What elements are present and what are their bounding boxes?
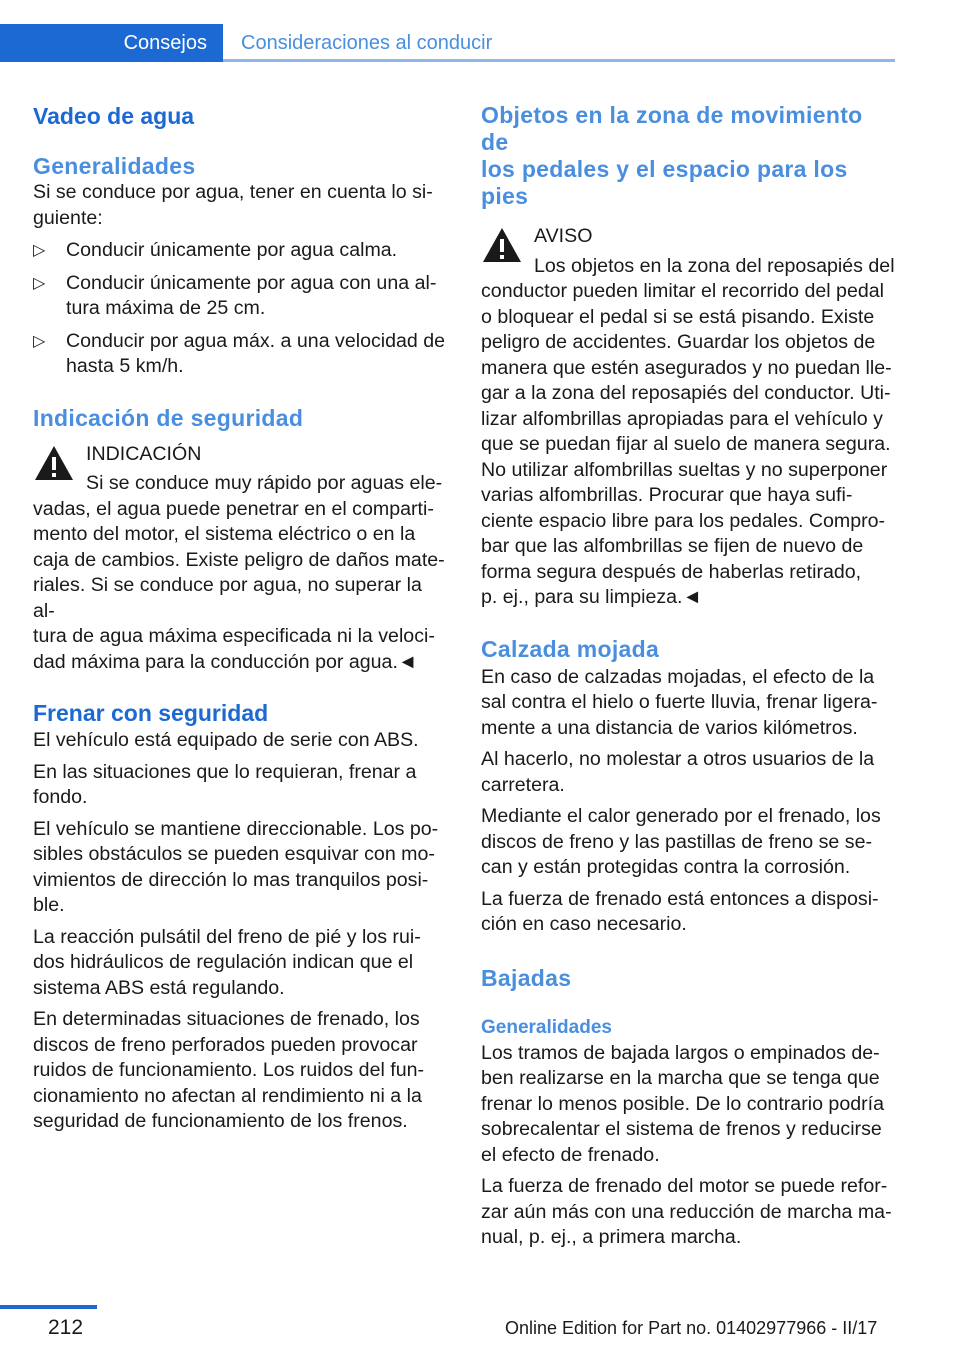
tab-consideraciones: Consideraciones al conducir xyxy=(241,32,493,54)
triangle-bullet-icon: ▷ xyxy=(33,332,46,350)
list-item: ▷ Conducir únicamente por agua con una al- tura máxima de 25 cm. xyxy=(33,271,437,319)
warning-icon xyxy=(481,226,523,264)
header-rule xyxy=(223,59,895,62)
generalidades-list xyxy=(33,238,448,380)
subsection-title-generalidades: Generalidades xyxy=(33,153,196,179)
list-item: ▷ Conducir únicamente por agua calma. xyxy=(33,238,448,264)
aviso-notice: AVISO Los objetos en la zona del reposapiés del conductor pueden limitar el recorrido del pedal o bloquear el pedal si se está pisando. Existe peligro de accidentes. Guardar los objetos de manera que estén asegurados y no puedan lle- gar a la zona del reposapiés del conductor. Uti- lizar alfombrillas apropiadas para el vehículo y que se puedan fijar al suelo de manera segura. No utilizar alfombrillas sueltas y no superponer varias alfombrillas. Procurar que haya sufi- ciente espacio libre para los pedales. Compro- bar que las alfombrillas se fijen de nuevo de forma segura después de haberlas retirado, p. ej., para su limpieza.◄ xyxy=(481,224,896,611)
indicacion-label: INDICACIÓN xyxy=(86,442,202,465)
triangle-bullet-icon: ▷ xyxy=(33,242,46,259)
bajadas-para: Los tramos de bajada largos o empinados de- ben realizarse en la marcha que se tenga que frenar lo menos posible. De lo contrario podría sobrecalentar el sistema de frenos y reducirse el efecto de frenado. xyxy=(481,1041,884,1166)
section-title-calzada: Calzada mojada xyxy=(481,635,660,662)
frenar-para: La reacción pulsátil del freno de pié y los rui- dos hidráulicos de regulación indican que el sistema ABS está regulando. xyxy=(33,925,421,999)
page-number: 212 xyxy=(48,1316,84,1339)
section-title-objetos: Objetos en la zona de movimiento de los pedales y el espacio para los pies xyxy=(481,102,863,209)
list-item: ▷ Conducir por agua máx. a una velocidad de hasta 5 km/h. xyxy=(33,329,446,377)
frenar-para: El vehículo se mantiene direccionable. Los po- sibles obstáculos se pueden esquivar con mo- vimientos de dirección lo mas tranquilos posi- ble. xyxy=(33,817,439,916)
calzada-para: Mediante el calor generado por el frenado, los discos de freno y las pastillas de freno se se- can y están protegidas contra la corrosión. xyxy=(481,805,881,878)
footer-rule xyxy=(0,1305,97,1309)
frenar-para: El vehículo está equipado de serie con ABS. xyxy=(33,729,419,751)
right-column xyxy=(481,98,896,1251)
aviso-body: conductor pueden limitar el recorrido del pedal o bloquear el pedal si se está pisando. Existe peligro de accidentes. Guardar los objetos de manera que estén asegurados y no puedan lle- gar a la zona del reposapiés del conductor. Uti- lizar alfombrillas apropiadas para el vehículo y que se puedan fijar al suelo de manera segura. No utilizar alfombrillas sueltas y no superponer varias alfombrillas. Procurar que haya sufi- ciente espacio libre para los pedales. Compro- bar que las alfombrillas se fijen de nuevo de forma segura después de haberlas retirado, p. ej., para su limpieza.◄ xyxy=(481,280,892,608)
calzada-para: En caso de calzadas mojadas, el efecto de la sal contra el hielo o fuerte lluvia, frenar ligera- mente a una distancia de varios kilómetros. xyxy=(481,665,878,739)
section-title-frenar: Frenar con seguridad xyxy=(33,700,269,726)
frenar-para: En las situaciones que lo requieran, frenar a fondo. xyxy=(33,760,417,808)
indicacion-body: vadas, el agua puede penetrar en el comparti- mento del motor, el sistema eléctrico o en la caja de cambios. Existe peligro de daños mate- riales. Si se conduce por agua, no superar la al- tura de agua máxima especificada ni la veloci- dad máxima para la conducción por agua.◄ xyxy=(33,497,445,673)
tab-consejos: Consejos xyxy=(0,24,223,62)
section-title-vadeo: Vadeo de agua xyxy=(33,103,195,129)
generalidades-intro: Si se conduce por agua, tener en cuenta lo si- guiente: xyxy=(33,181,433,229)
calzada-para: Al hacerlo, no molestar a otros usuarios de la carretera. xyxy=(481,748,875,796)
calzada-para: La fuerza de frenado está entonces a disposi- ción en caso necesario. xyxy=(481,887,879,935)
edition-note: Online Edition for Part no. 01402977966 - II/17 xyxy=(505,1318,878,1338)
bajadas-para: La fuerza de frenado del motor se puede refor- zar aún más con una reducción de marcha ma- nual, p. ej., a primera marcha. xyxy=(481,1175,892,1248)
aviso-label: AVISO xyxy=(534,225,593,247)
section-title-bajadas: Bajadas xyxy=(481,964,572,991)
subsection-title-generalidades-bajadas: Generalidades xyxy=(481,1016,612,1038)
triangle-bullet-icon: ▷ xyxy=(33,274,46,292)
subsection-title-indicacion: Indicación de seguridad xyxy=(33,404,304,431)
warning-icon xyxy=(33,444,75,482)
indicacion-notice: INDICACIÓN Si se conduce muy rápido por aguas ele- vadas, el agua puede penetrar en el comparti- mento del motor, el sistema eléctrico o en la caja de cambios. Existe peligro de daños mate- riales. Si se conduce por agua, no superar la al- tura de agua máxima especificada ni la veloci- dad máxima para la conducción por agua.◄ xyxy=(33,442,448,676)
frenar-para: En determinadas situaciones de frenado, los discos de freno perforados pueden provocar ruidos de funcionamiento. Los ruidos del fun- cionamiento no afectan al rendimiento ni a la seguridad de funcionamiento de los frenos. xyxy=(33,1008,425,1132)
page-header xyxy=(0,24,895,62)
left-column xyxy=(33,98,448,1135)
